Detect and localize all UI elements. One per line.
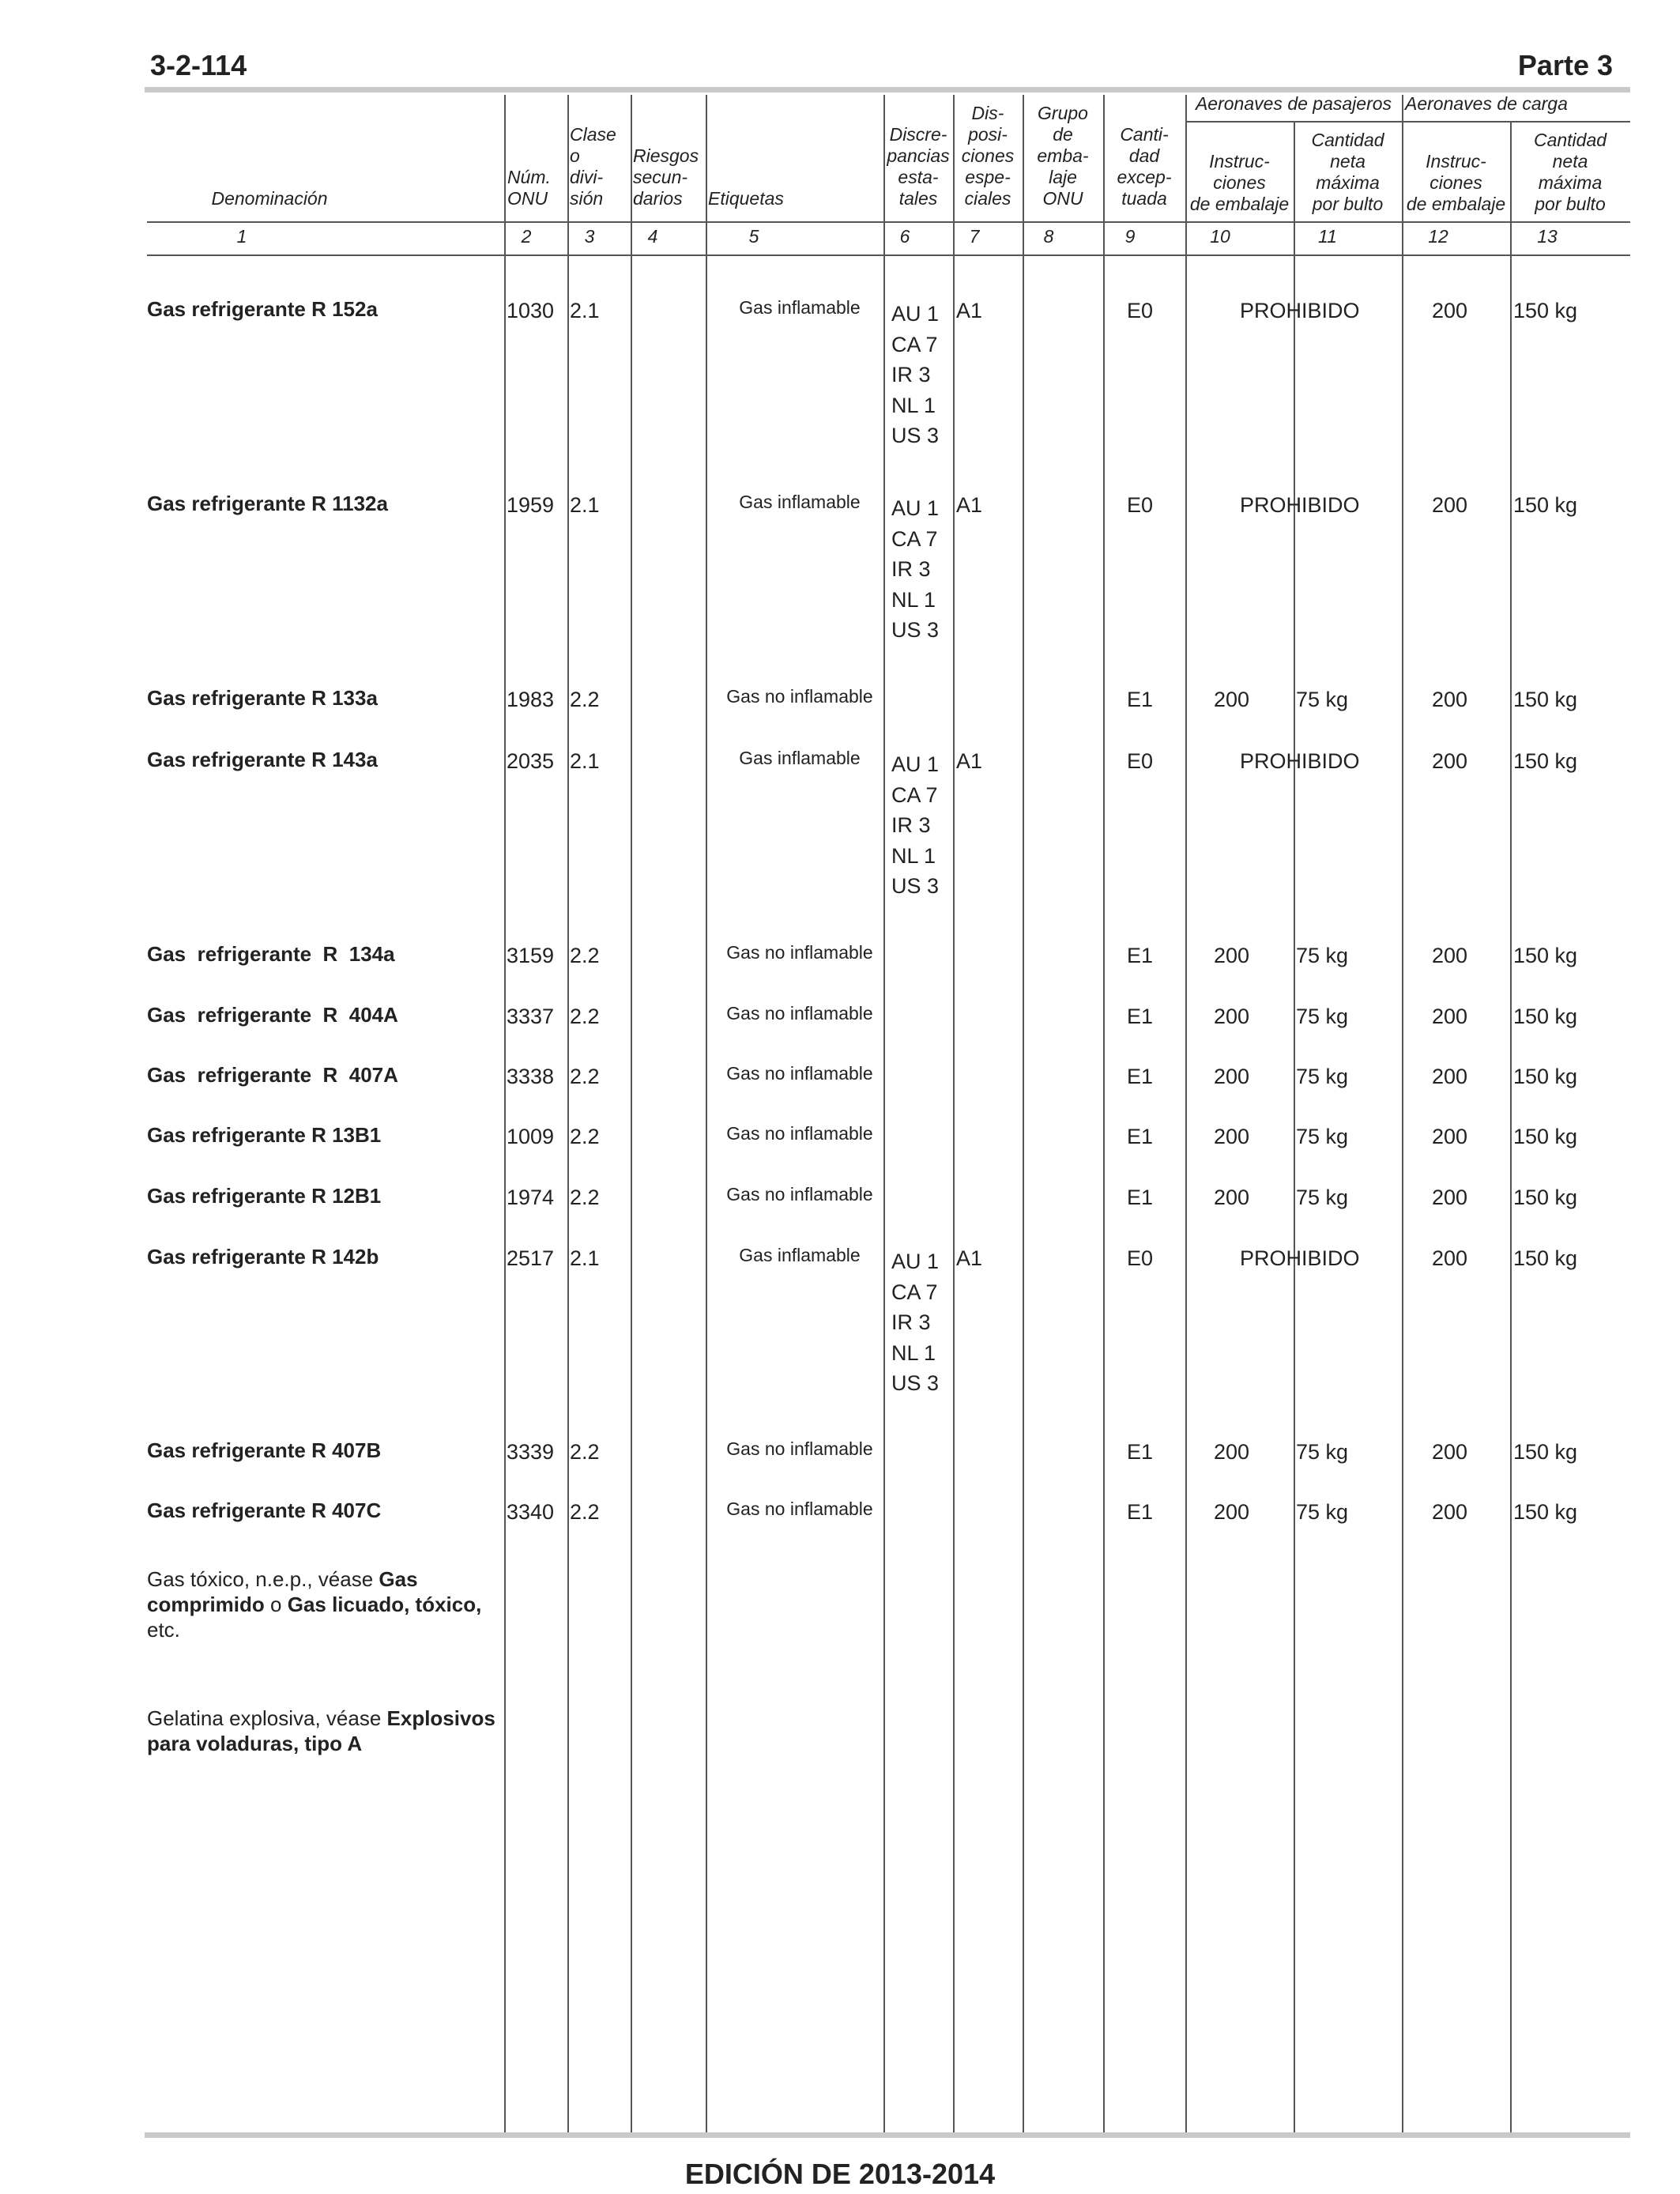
col-number-9: 9 — [1124, 226, 1136, 247]
col-number-5: 5 — [748, 226, 759, 247]
col-divider-7 — [953, 95, 955, 2132]
discrepancy-code: IR 3 — [891, 363, 931, 386]
col-number-10: 10 — [1210, 226, 1230, 247]
row-class: 2.1 — [570, 299, 600, 322]
top-rule — [145, 87, 1630, 92]
row-pax-instruction: 200 — [1214, 1005, 1250, 1028]
discrepancy-code: NL 1 — [891, 843, 936, 868]
row-un-number: 3338 — [507, 1065, 555, 1088]
row-cargo-quantity: 150 kg — [1513, 1125, 1578, 1148]
discrepancy-code: IR 3 — [891, 557, 931, 581]
header-cantidad-exceptuada: Canti- dad excep- tuada — [1117, 124, 1172, 209]
row-un-number: 3159 — [507, 944, 555, 967]
row-discrepancies — [891, 493, 939, 646]
col-number-1: 1 — [236, 226, 247, 247]
note-bold-text: Gas licuado, tóxico, — [287, 1593, 482, 1616]
header-num-onu: Núm. ONU — [507, 167, 551, 209]
row-class: 2.2 — [570, 1186, 600, 1209]
col-number-8: 8 — [1043, 226, 1054, 247]
row-denomination: Gas refrigerante R 12B1 — [147, 1184, 382, 1208]
header-etiquetas: Etiquetas — [708, 188, 784, 209]
header-clase: Clase o divi- sión — [570, 124, 616, 209]
row-denomination: Gas refrigerante R 134a — [147, 942, 395, 966]
col-divider-3 — [567, 95, 569, 2132]
row-pax-quantity: 75 kg — [1296, 1005, 1349, 1028]
col-divider-11 — [1294, 121, 1295, 2132]
row-excepted-quantity: E1 — [1127, 1500, 1154, 1524]
row-class: 2.2 — [570, 944, 600, 967]
row-cargo-instruction: 200 — [1432, 1500, 1468, 1524]
row-un-number: 1983 — [507, 688, 555, 711]
row-cargo-quantity: 150 kg — [1513, 944, 1578, 967]
col-number-6: 6 — [899, 226, 910, 247]
discrepancy-code: CA 7 — [891, 782, 938, 807]
discrepancy-code: NL 1 — [891, 393, 936, 417]
row-un-number: 3340 — [507, 1500, 555, 1524]
note-text: etc. — [147, 1618, 180, 1642]
row-label: Gas no inflamable — [726, 1003, 873, 1023]
row-denomination: Gas refrigerante R 404A — [147, 1003, 398, 1027]
row-excepted-quantity: E0 — [1127, 749, 1154, 773]
row-class: 2.1 — [570, 1246, 600, 1270]
row-excepted-quantity: E1 — [1127, 1005, 1154, 1028]
col-divider-10 — [1185, 95, 1187, 2132]
row-class: 2.1 — [570, 749, 600, 773]
row-denomination: Gas refrigerante R 407C — [147, 1498, 382, 1522]
row-un-number: 1030 — [507, 299, 555, 322]
row-pax-quantity: 75 kg — [1296, 944, 1349, 967]
row-label: Gas no inflamable — [726, 1123, 873, 1144]
discrepancy-code: IR 3 — [891, 813, 931, 837]
row-denomination: Gas refrigerante R 407B — [147, 1438, 382, 1462]
col-divider-4 — [631, 95, 632, 2132]
row-label: Gas inflamable — [739, 492, 861, 512]
row-label: Gas no inflamable — [726, 942, 873, 963]
row-class: 2.2 — [570, 688, 600, 711]
row-special-provision: A1 — [956, 493, 983, 517]
cross-reference-note — [147, 1566, 499, 1642]
col-number-13: 13 — [1537, 226, 1558, 247]
col-number-4: 4 — [647, 226, 658, 247]
row-cargo-quantity: 150 kg — [1513, 1186, 1578, 1209]
header-denominacion: Denominación — [211, 188, 328, 209]
col-divider-12 — [1402, 95, 1403, 2132]
row-excepted-quantity: E1 — [1127, 1186, 1154, 1209]
row-un-number: 2035 — [507, 749, 555, 773]
part-title: Parte 3 — [1517, 49, 1613, 81]
row-pax-instruction: 200 — [1214, 1065, 1250, 1088]
col-number-2: 2 — [521, 226, 532, 247]
row-special-provision: A1 — [956, 749, 983, 773]
note-text: Gelatina explosiva, véase — [147, 1706, 387, 1730]
row-cargo-quantity: 150 kg — [1513, 1246, 1578, 1270]
row-pax-quantity: 75 kg — [1296, 1500, 1349, 1524]
row-pax-instruction: 200 — [1214, 688, 1250, 711]
row-prohibited: PROHIBIDO — [1240, 749, 1360, 773]
header-cantidad-carga: Cantidad neta máxima por bulto — [1533, 130, 1607, 214]
discrepancy-code: AU 1 — [891, 302, 940, 326]
row-cargo-instruction: 200 — [1432, 1246, 1468, 1270]
row-un-number: 3337 — [507, 1005, 555, 1028]
row-class: 2.2 — [570, 1440, 600, 1464]
row-excepted-quantity: E1 — [1127, 1125, 1154, 1148]
row-cargo-instruction: 200 — [1432, 688, 1468, 711]
bottom-rule — [145, 2132, 1630, 2138]
cross-reference-note — [147, 1706, 499, 1756]
row-un-number: 1009 — [507, 1125, 555, 1148]
row-class: 2.1 — [570, 493, 600, 517]
row-cargo-quantity: 150 kg — [1513, 493, 1578, 517]
row-cargo-instruction: 200 — [1432, 1005, 1468, 1028]
col-divider-8 — [1023, 95, 1024, 2132]
row-special-provision: A1 — [956, 1246, 983, 1270]
discrepancy-code: AU 1 — [891, 1250, 940, 1273]
row-discrepancies — [891, 1246, 939, 1399]
discrepancy-code: CA 7 — [891, 332, 938, 356]
col-divider-6 — [883, 95, 885, 2132]
col-number-12: 12 — [1428, 226, 1448, 247]
row-excepted-quantity: E0 — [1127, 299, 1154, 322]
row-cargo-quantity: 150 kg — [1513, 1500, 1578, 1524]
row-cargo-instruction: 200 — [1432, 299, 1468, 322]
col-divider-2 — [504, 95, 506, 2132]
edition-footer: EDICIÓN DE 2013-2014 — [684, 2158, 996, 2190]
discrepancy-code: US 3 — [891, 1371, 940, 1395]
header-aeronaves-carga: Aeronaves de carga — [1405, 93, 1568, 114]
row-label: Gas inflamable — [739, 1245, 861, 1265]
note-text: Gas tóxico, n.e.p., véase — [147, 1567, 379, 1591]
row-cargo-instruction: 200 — [1432, 1186, 1468, 1209]
discrepancy-code: IR 3 — [891, 1310, 931, 1334]
discrepancy-code: CA 7 — [891, 1280, 938, 1304]
discrepancy-code: AU 1 — [891, 752, 940, 776]
row-cargo-quantity: 150 kg — [1513, 1440, 1578, 1464]
col-number-7: 7 — [969, 226, 980, 247]
row-pax-instruction: 200 — [1214, 1500, 1250, 1524]
header-instrucciones-pasajeros: Instruc- ciones de embalaje — [1189, 151, 1290, 214]
page-number: 3-2-114 — [150, 49, 247, 81]
row-denomination: Gas refrigerante R 1132a — [147, 492, 388, 515]
row-label: Gas no inflamable — [726, 686, 873, 707]
row-cargo-instruction: 200 — [1432, 493, 1468, 517]
row-un-number: 1974 — [507, 1186, 555, 1209]
header-instrucciones-carga: Instruc- ciones de embalaje — [1406, 151, 1506, 214]
discrepancy-code: NL 1 — [891, 1340, 936, 1365]
col-divider-5 — [706, 95, 707, 2132]
row-cargo-quantity: 150 kg — [1513, 1005, 1578, 1028]
col-divider-9 — [1103, 95, 1105, 2132]
row-excepted-quantity: E0 — [1127, 1246, 1154, 1270]
col-divider-13 — [1510, 121, 1512, 2132]
row-label: Gas no inflamable — [726, 1063, 873, 1084]
row-prohibited: PROHIBIDO — [1240, 1246, 1360, 1270]
discrepancy-code: US 3 — [891, 874, 940, 898]
row-label: Gas no inflamable — [726, 1438, 873, 1459]
header-disposiciones: Dis- posi- ciones espe- ciales — [961, 103, 1015, 209]
discrepancy-code: US 3 — [891, 424, 940, 447]
row-class: 2.2 — [570, 1005, 600, 1028]
row-label: Gas no inflamable — [726, 1184, 873, 1204]
row-pax-instruction: 200 — [1214, 1440, 1250, 1464]
row-excepted-quantity: E0 — [1127, 493, 1154, 517]
colnum-bottom-line — [147, 254, 1630, 256]
row-cargo-quantity: 150 kg — [1513, 299, 1578, 322]
row-discrepancies — [891, 749, 939, 902]
row-class: 2.2 — [570, 1065, 600, 1088]
row-cargo-instruction: 200 — [1432, 944, 1468, 967]
row-prohibited: PROHIBIDO — [1240, 299, 1360, 322]
row-denomination: Gas refrigerante R 13B1 — [147, 1123, 382, 1147]
aeronaves-line — [1187, 121, 1630, 123]
row-cargo-quantity: 150 kg — [1513, 688, 1578, 711]
header-cantidad-pasajeros: Cantidad neta máxima por bulto — [1311, 130, 1384, 214]
row-un-number: 2517 — [507, 1246, 555, 1270]
row-pax-quantity: 75 kg — [1296, 688, 1349, 711]
header-discrepancias: Discre- pancias esta- tales — [887, 124, 950, 209]
row-denomination: Gas refrigerante R 152a — [147, 297, 378, 321]
row-class: 2.2 — [570, 1500, 600, 1524]
row-cargo-instruction: 200 — [1432, 749, 1468, 773]
discrepancy-code: US 3 — [891, 618, 940, 642]
discrepancy-code: NL 1 — [891, 587, 936, 612]
row-un-number: 3339 — [507, 1440, 555, 1464]
row-pax-quantity: 75 kg — [1296, 1065, 1349, 1088]
row-excepted-quantity: E1 — [1127, 1440, 1154, 1464]
row-pax-instruction: 200 — [1214, 1186, 1250, 1209]
header-grupo: Grupo de emba- laje ONU — [1037, 103, 1089, 209]
row-label: Gas inflamable — [739, 748, 861, 768]
row-cargo-quantity: 150 kg — [1513, 1065, 1578, 1088]
col-number-11: 11 — [1318, 226, 1337, 247]
row-denomination: Gas refrigerante R 407A — [147, 1063, 398, 1087]
header-aeronaves-pasajeros: Aeronaves de pasajeros — [1195, 93, 1392, 114]
row-special-provision: A1 — [956, 299, 983, 322]
row-pax-instruction: 200 — [1214, 944, 1250, 967]
row-excepted-quantity: E1 — [1127, 944, 1154, 967]
note-bold-text: Gas comprimido — [147, 1567, 418, 1616]
row-excepted-quantity: E1 — [1127, 688, 1154, 711]
row-denomination: Gas refrigerante R 143a — [147, 748, 378, 771]
row-excepted-quantity: E1 — [1127, 1065, 1154, 1088]
row-denomination: Gas refrigerante R 133a — [147, 686, 378, 710]
row-un-number: 1959 — [507, 493, 555, 517]
row-pax-quantity: 75 kg — [1296, 1186, 1349, 1209]
col-number-3: 3 — [584, 226, 595, 247]
row-prohibited: PROHIBIDO — [1240, 493, 1360, 517]
row-pax-instruction: 200 — [1214, 1125, 1250, 1148]
row-cargo-quantity: 150 kg — [1513, 749, 1578, 773]
row-class: 2.2 — [570, 1125, 600, 1148]
discrepancy-code: CA 7 — [891, 526, 938, 551]
header-riesgos: Riesgos secun- darios — [633, 145, 699, 209]
note-bold-text: Explosivos para voladuras, tipo A — [147, 1706, 495, 1755]
row-denomination: Gas refrigerante R 142b — [147, 1245, 379, 1269]
note-text: o — [264, 1593, 288, 1616]
row-cargo-instruction: 200 — [1432, 1440, 1468, 1464]
row-label: Gas inflamable — [739, 297, 861, 318]
row-label: Gas no inflamable — [726, 1498, 873, 1519]
row-cargo-instruction: 200 — [1432, 1065, 1468, 1088]
header-bottom-line — [147, 221, 1630, 223]
row-pax-quantity: 75 kg — [1296, 1440, 1349, 1464]
row-pax-quantity: 75 kg — [1296, 1125, 1349, 1148]
row-cargo-instruction: 200 — [1432, 1125, 1468, 1148]
discrepancy-code: AU 1 — [891, 496, 940, 520]
row-discrepancies — [891, 299, 939, 451]
